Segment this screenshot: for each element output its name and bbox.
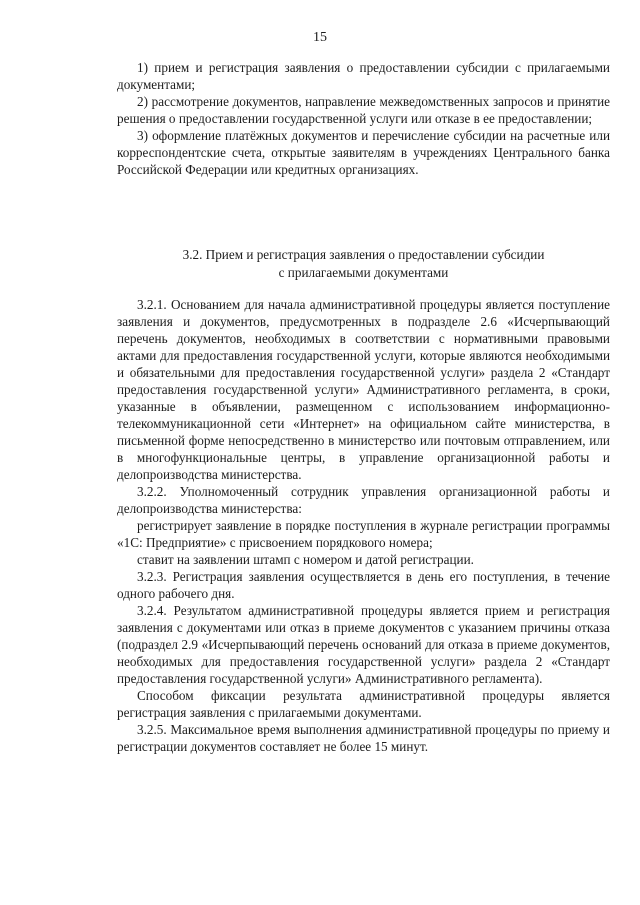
section-title-line2: с прилагаемыми документами: [278, 265, 449, 280]
paragraph-3-2-5: 3.2.5. Максимальное время выполнения административной процедуры по приему и регистрации документов составляет не более 15 минут.: [117, 722, 610, 754]
paragraph-3-2-2: 3.2.2. Уполномоченный сотрудник управления организационной работы и делопроизводства министерства:: [117, 484, 610, 516]
paragraph-registers: регистрирует заявление в порядке поступления в журнале регистрации программы «1С: Предприятие» с присвоением порядкового номера;: [117, 518, 610, 550]
paragraph-fixation: Способом фиксации результата административной процедуры является регистрация заявления с прилагаемыми документами.: [117, 688, 610, 720]
page-number: 15: [313, 30, 327, 45]
procedure-list: [117, 59, 610, 178]
paragraph-stamp: ставит на заявлении штамп с номером и датой регистрации.: [137, 552, 474, 567]
list-item: 2) рассмотрение документов, направление межведомственных запросов и принятие решения о предоставлении государственной услуги или отказе в ее предоставлении;: [117, 94, 610, 126]
section-title-line1: 3.2. Прием и регистрация заявления о предоставлении субсидии: [182, 247, 545, 262]
paragraph-3-2-4: 3.2.4. Результатом административной процедуры является прием и регистрация заявления с документами или отказ в приеме документов с указанием причины отказа (подраздел 2.9 «Исчерпывающий перечень оснований для отказа в приеме документов, необходимых для предоставления государственной услуги» раздела 2 «Стандарт предоставления государственной услуги» Административного регламента).: [117, 603, 610, 686]
paragraph-3-2-1: 3.2.1. Основанием для начала административной процедуры является поступление заявления и документов, предусмотренных в подразделе 2.6 «Исчерпывающий перечень документов, необходимых в соответствии с нормативными правовыми актами для предоставления государственной услуги, которые являются необходимыми и обязательными для предоставления государственной услуги» раздела 2 «Стандарт предоставления государственной услуги» Административного регламента, в сроки, указанные в объявлении, размещенном с использованием информационно-телекоммуникационной сети «Интернет» на официальном сайте министерства, в письменной форме непосредственно в министерство или почтовым отправлением, или в многофункциональные центры, в управление организационной работы и делопроизводства министерства.: [117, 297, 610, 482]
list-item: 3) оформление платёжных документов и перечисление субсидии на расчетные или корреспондентские счета, открытые заявителям в учреждениях Центрального банка Российской Федерации или кредитных организациях.: [117, 128, 610, 177]
paragraph-3-2-3: 3.2.3. Регистрация заявления осуществляется в день его поступления, в течение одного рабочего дня.: [117, 569, 610, 601]
section-heading: [117, 246, 610, 282]
section-body: [117, 296, 610, 755]
list-item: 1) прием и регистрация заявления о предоставлении субсидии с прилагаемыми документами;: [117, 60, 610, 92]
